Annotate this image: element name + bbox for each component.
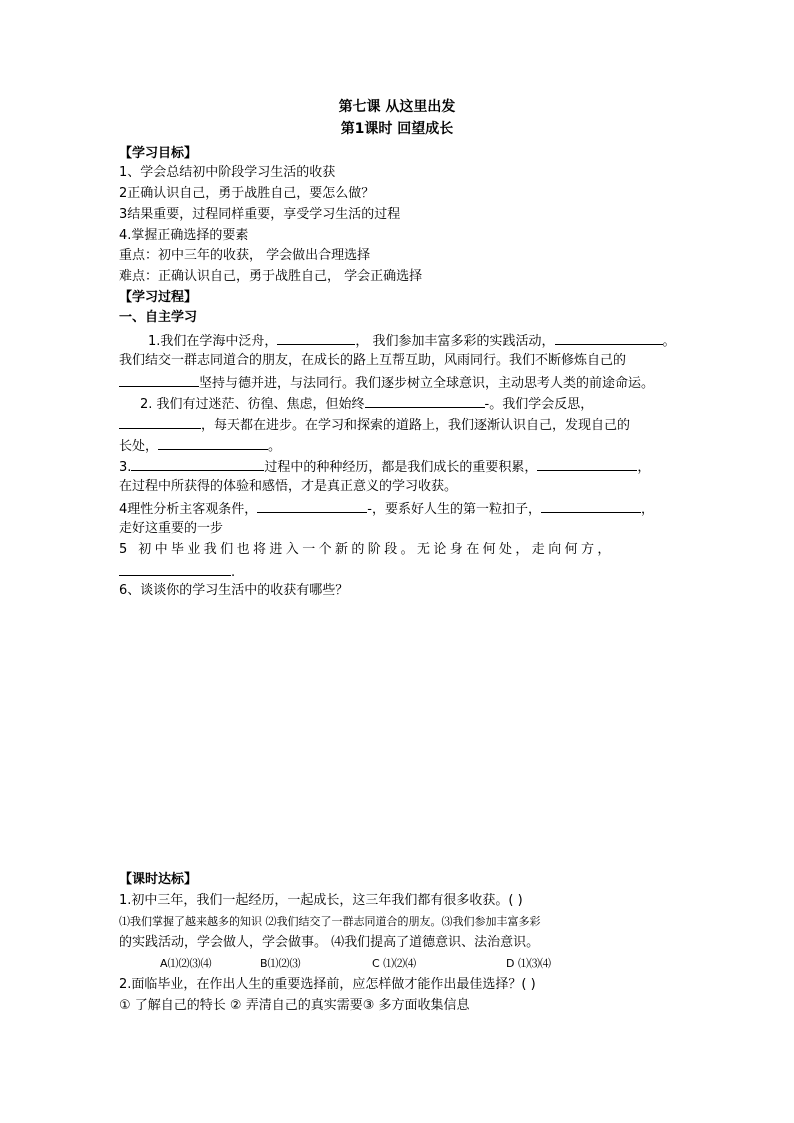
- process-heading: 【学习过程】: [119, 290, 198, 305]
- q3-line1: [119, 457, 650, 477]
- q3-blank-1[interactable]: [131, 457, 264, 471]
- q1-text-a: 1.我们在学海中泛舟，: [148, 334, 278, 349]
- q1-line2: 我们结交一群志同道合的朋友，在成长的路上互帮互助，风雨同行。我们不断修炼自己的: [119, 353, 627, 368]
- q2-blank-2[interactable]: [119, 415, 201, 429]
- q4-text-c: ，: [640, 502, 654, 517]
- objective-item: 4.掌握正确选择的要素: [119, 228, 249, 243]
- section-heading: 一、自主学习: [119, 310, 198, 325]
- q1-text-e: 坚持与德并进，与法同行。我们逐步树立全球意识，主动思考人类的前途命运。: [199, 376, 655, 391]
- q2-text-c: ，每天都在进步。在学习和探索的道路上，我们逐渐认识自己，发现自己的: [201, 418, 631, 433]
- q2-line2: [119, 415, 630, 435]
- difficult-point: 难点：正确认识自己，勇于战胜自己， 学会正确选择: [119, 269, 423, 284]
- q3-text-b: 过程中的种种经历，都是我们成长的重要积累，: [264, 460, 538, 475]
- q1-text-c: 。: [662, 334, 676, 349]
- q1-blank-1[interactable]: [277, 331, 355, 345]
- q2-line3: [119, 436, 281, 456]
- q2-line1: [140, 394, 593, 414]
- option-b[interactable]: B⑴⑵⑶: [260, 957, 301, 970]
- q3-blank-2[interactable]: [537, 457, 637, 471]
- objective-item: 3结果重要，过程同样重要，享受学习生活的过程: [119, 207, 401, 222]
- q5-blank[interactable]: [119, 562, 231, 576]
- standard-q1-choices-2: 的实践活动，学会做人，学会做事。 ⑷我们提高了道德意识、法治意识。: [119, 935, 540, 950]
- page-title: 第七课 从这里出发: [338, 99, 456, 115]
- q1-text-b: ， 我们参加丰富多彩的实践活动，: [355, 334, 555, 349]
- q4-blank-1[interactable]: [257, 499, 367, 513]
- standard-heading: 【课时达标】: [119, 872, 198, 887]
- q4-line1: [119, 499, 654, 519]
- objective-item: 2正确认识自己，勇于战胜自己，要怎么做？: [119, 186, 375, 201]
- standard-q2-items: ① 了解自己的特长 ② 弄清自己的真实需要③ 多方面收集信息: [119, 998, 470, 1013]
- standard-q2: 2.面临毕业，在作出人生的重要选择前，应怎样做才能作出最佳选择？( ): [119, 977, 536, 992]
- q3-text-c: ，: [637, 460, 651, 475]
- q4-blank-2[interactable]: [541, 499, 641, 513]
- key-point: 重点：初中三年的收获， 学会做出合理选择: [119, 248, 371, 263]
- q2-text-b: -。我们学会反思，: [484, 397, 594, 412]
- q5-line1: 5 初中毕业我们也将进入一个新的阶段。无论身在何处，走向何方，: [119, 542, 614, 557]
- q3-line2: 在过程中所获得的体验和感悟，才是真正意义的学习收获。: [119, 479, 458, 494]
- option-d[interactable]: D ⑴⑶⑷: [506, 957, 551, 970]
- standard-q1-choices-1: ⑴我们掌握了越来越多的知识 ⑵我们结交了一群志同道合的朋友。⑶我们参加丰富多彩: [119, 915, 541, 928]
- q1-blank-3[interactable]: [119, 373, 199, 387]
- q5-text-b: .: [231, 565, 236, 580]
- option-a[interactable]: A⑴⑵⑶⑷: [160, 957, 212, 970]
- q2-blank-1[interactable]: [365, 394, 485, 408]
- q1-blank-2[interactable]: [555, 331, 663, 345]
- q2-text-a: 2. 我们有过迷茫、彷徨、焦虑，但始终: [140, 397, 365, 412]
- q3-text-a: 3.: [119, 460, 132, 475]
- q4-line2: 走好这重要的一步: [119, 521, 224, 536]
- q6-question: 6、谈谈你的学习生活中的收获有哪些？: [119, 583, 349, 598]
- page-subtitle: 第1课时 回望成长: [340, 121, 454, 137]
- q4-text-b: -，要系好人生的第一粒扣子，: [367, 502, 541, 517]
- q2-text-d: 长处，: [119, 439, 159, 454]
- q1-line1: [148, 331, 676, 351]
- q5-line2: [119, 562, 235, 582]
- q2-blank-3[interactable]: [158, 436, 268, 450]
- objective-item: 1、学会总结初中阶段学习生活的收获: [119, 165, 336, 180]
- standard-q1-options: [160, 955, 551, 973]
- option-c[interactable]: C ⑴⑵⑷: [372, 957, 417, 970]
- q1-line3: [119, 373, 654, 393]
- standard-q1: 1.初中三年，我们一起经历，一起成长，这三年我们都有很多收获。( ): [119, 893, 523, 908]
- q2-text-e: 。: [268, 439, 282, 454]
- objectives-heading: 【学习目标】: [119, 146, 198, 161]
- q4-text-a: 4理性分析主客观条件，: [119, 502, 258, 517]
